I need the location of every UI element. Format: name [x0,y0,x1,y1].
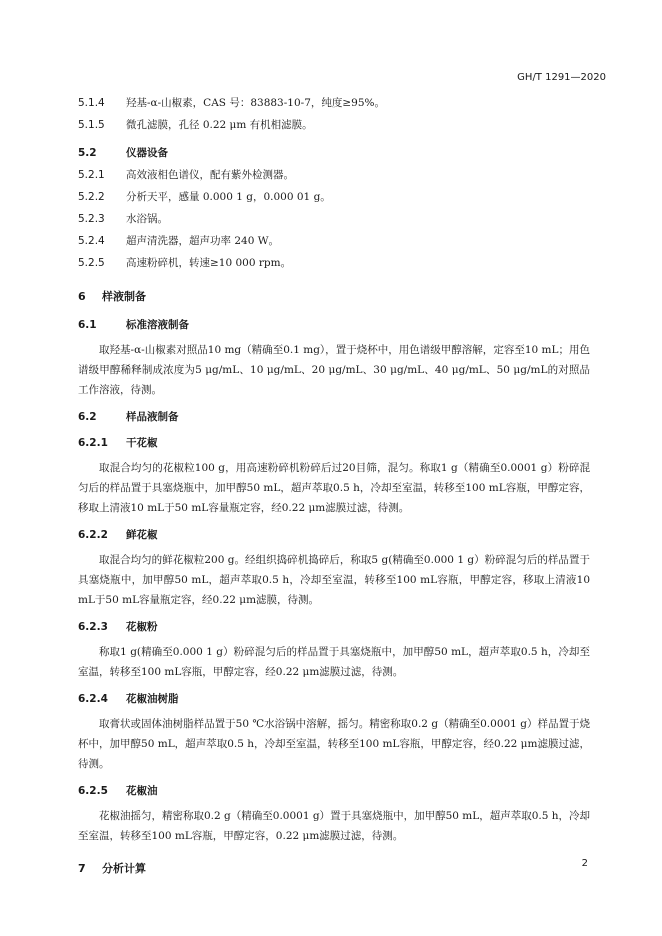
subsection-6-2-1-heading [78,432,590,454]
subsection-6-2-3-heading [78,616,590,638]
subsection-number: 6.2.3 [78,621,108,633]
subsection-title: 花椒油树脂 [126,693,179,705]
subsection-number: 6.2.1 [78,437,108,449]
item-5-2-4 [78,230,590,252]
section-5-2-heading [78,142,590,164]
subsection-title: 鲜花椒 [126,529,158,541]
item-text: 微孔滤膜，孔径 0.22 μm 有机相滤膜。 [126,119,313,131]
item-5-2-5 [78,252,590,274]
section-6-heading [78,286,590,308]
section-title: 样品液制备 [126,411,179,423]
subsection-6-2-5-paragraph: 花椒油摇匀，精密称取0.2 g（精确至0.0001 g）置于具塞烧瓶中，加甲醇50 mL，超声萃取0.5 h，冷却至室温，转移至100 mL容瓶，甲醇定容，0.22 μm滤膜过滤，待测。 [78,810,590,842]
section-number: 6.1 [78,319,97,331]
subsection-title: 花椒油 [126,785,158,797]
section-number: 6.2 [78,411,97,423]
item-text: 分析天平，感量 0.000 1 g，0.000 01 g。 [126,191,331,203]
section-title: 分析计算 [102,862,146,875]
item-number: 5.1.4 [78,97,105,109]
item-5-2-2 [78,186,590,208]
item-number: 5.2.1 [78,169,105,181]
page-number: 2 [581,858,588,869]
standard-code: GH/T 1291—2020 [517,72,606,83]
item-5-1-4 [78,92,590,114]
section-title: 仪器设备 [126,147,168,159]
subsection-6-2-3-paragraph: 称取1 g(精确至0.000 1 g）粉碎混匀后的样品置于具塞烧瓶中，加甲醇50 mL，超声萃取0.5 h，冷却至室温，转移至100 mL容瓶，甲醇定容，经0.22 μm滤膜过滤，待测。 [78,646,590,678]
item-text: 高速粉碎机，转速≥10 000 rpm。 [126,257,292,269]
section-6-2-heading [78,406,590,428]
item-number: 5.2.2 [78,191,105,203]
item-text: 水浴锅。 [126,213,168,225]
subsection-6-2-5-heading [78,780,590,802]
section-title: 样液制备 [102,290,146,303]
subsection-6-2-4-heading [78,688,590,710]
subsection-number: 6.2.4 [78,693,108,705]
item-text: 高效液相色谱仪，配有紫外检测器。 [126,169,294,181]
subsection-title: 花椒粉 [126,621,158,633]
subsection-6-2-2-heading [78,524,590,546]
item-number: 5.2.4 [78,235,105,247]
subsection-6-2-4-paragraph: 取膏状或固体油树脂样品置于50 ℃水浴锅中溶解，摇匀。精密称取0.2 g（精确至0.0001 g）样品置于烧杯中，加甲醇50 mL，超声萃取0.5 h，冷却至室温，转移至100 mL容瓶，甲醇定容，经0.22 μm滤膜过滤，待测。 [78,718,590,770]
page-content [78,92,590,880]
section-number: 5.2 [78,147,97,159]
section-6-1-paragraph: 取羟基-α-山椒素对照品10 mg（精确至0.1 mg），置于烧杯中，用色谱级甲醇溶解，定容至10 mL；用色谱级甲醇稀释制成浓度为5 μg/mL、10 μg/mL、20 μg/mL、30 μg/mL、40 μg/mL、50 μg/mL的对照品工作溶液，待测。 [78,344,590,396]
item-5-2-1 [78,164,590,186]
subsection-6-2-2-paragraph: 取混合均匀的鲜花椒粒200 g。经组织捣碎机捣碎后，称取5 g(精确至0.000 1 g）粉碎混匀后的样品置于具塞烧瓶中，加甲醇50 mL，超声萃取0.5 h，冷却至室温，转移至100 mL容瓶，甲醇定容，移取上清液10 mL于50 mL容量瓶定容，经0.22 μm滤膜，待测。 [78,554,590,606]
section-title: 标准溶液制备 [126,319,189,331]
section-number: 7 [78,862,86,875]
subsection-number: 6.2.2 [78,529,108,541]
item-text: 超声清洗器，超声功率 240 W。 [126,235,280,247]
subsection-title: 干花椒 [126,437,158,449]
item-number: 5.2.5 [78,257,105,269]
item-text: 羟基-α-山椒素，CAS 号：83883-10-7，纯度≥95%。 [126,97,386,109]
item-number: 5.1.5 [78,119,105,131]
subsection-6-2-1-paragraph: 取混合均匀的花椒粒100 g，用高速粉碎机粉碎后过20目筛，混匀。称取1 g（精确至0.0001 g）粉碎混匀后的样品置于具塞烧瓶中，加甲醇50 mL，超声萃取0.5 h，冷却至室温，转移至100 mL容瓶，甲醇定容，移取上清液10 mL于50 mL容量瓶定容，经0.22 μm滤膜过滤，待测。 [78,462,590,514]
item-5-2-3 [78,208,590,230]
subsection-number: 6.2.5 [78,785,108,797]
item-5-1-5 [78,114,590,136]
section-7-heading [78,858,590,880]
item-number: 5.2.3 [78,213,105,225]
section-6-1-heading [78,314,590,336]
section-number: 6 [78,290,86,303]
